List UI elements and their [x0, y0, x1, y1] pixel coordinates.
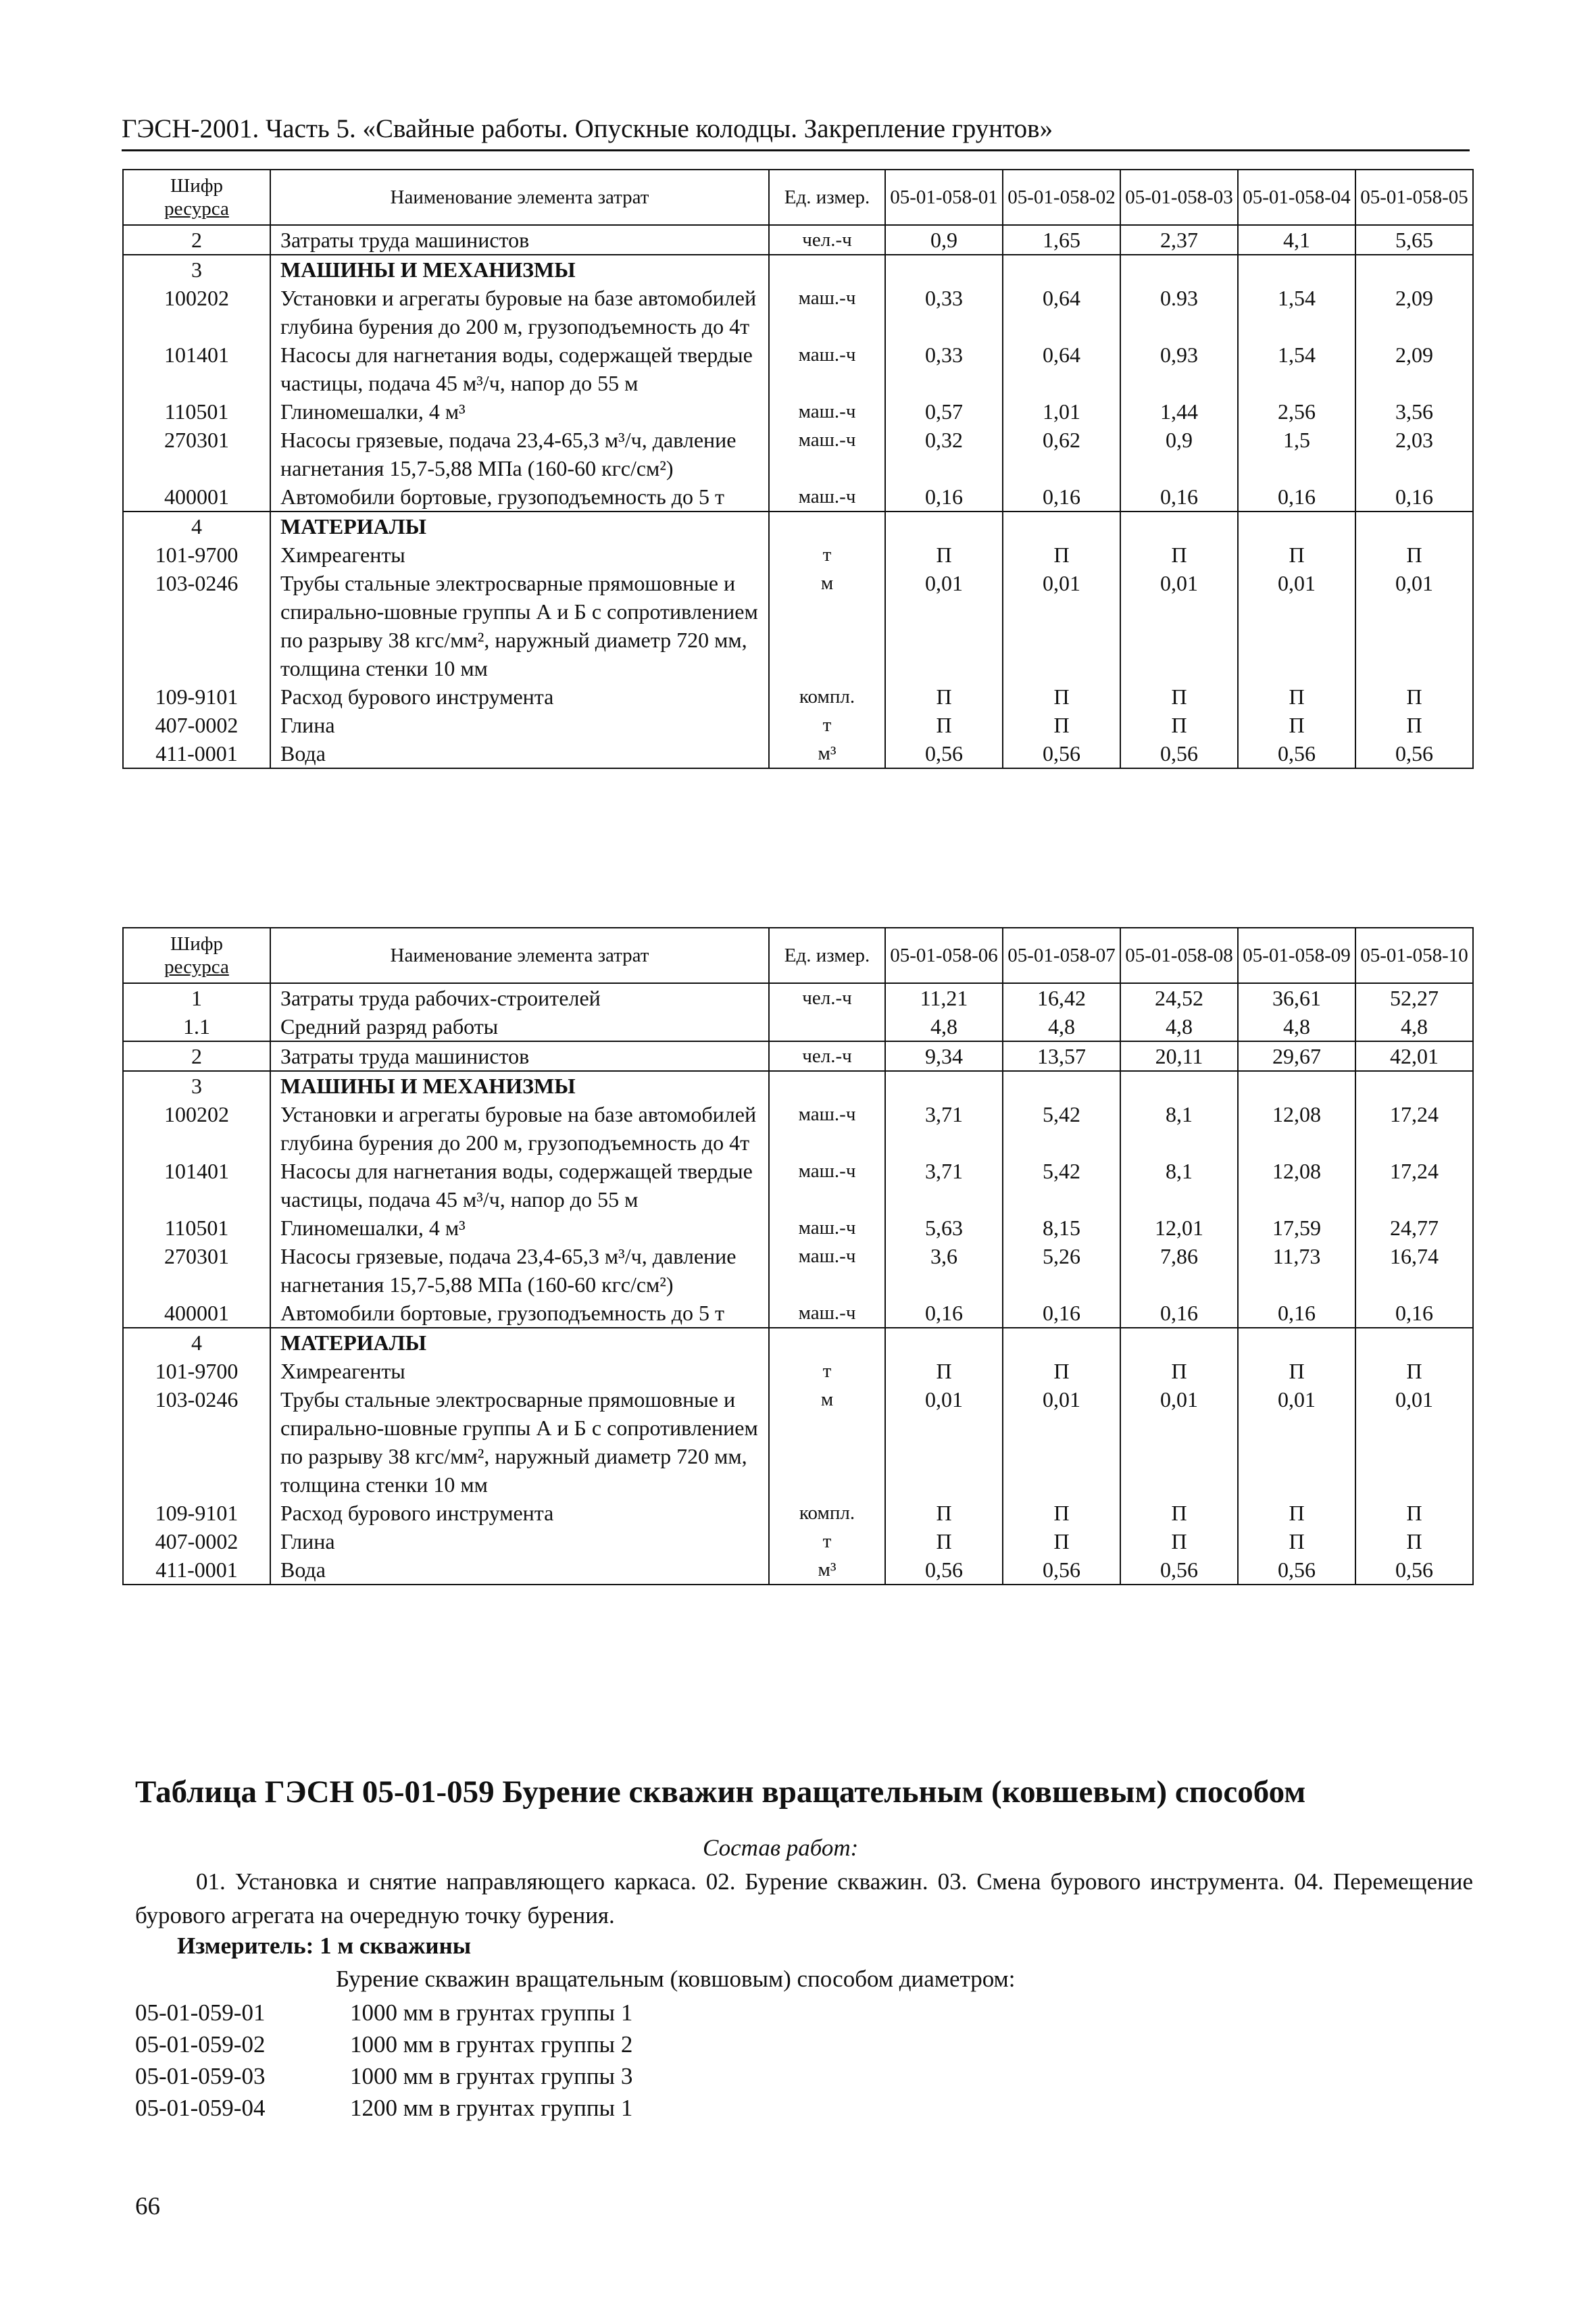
resource-name: Затраты труда машинистов — [270, 225, 769, 255]
unit-cell: маш.-ч — [769, 1157, 885, 1214]
unit-cell — [769, 255, 885, 284]
value-cell: П — [1238, 682, 1355, 711]
value-cell — [885, 512, 1003, 541]
value-cell: 0,56 — [1003, 739, 1120, 768]
measurement-unit: Измеритель: 1 м скважины — [177, 1933, 472, 1959]
value-cell — [1238, 1071, 1355, 1100]
value-cell — [1120, 512, 1238, 541]
value-cell: 0,01 — [1120, 1385, 1238, 1499]
unit-cell: маш.-ч — [769, 1299, 885, 1328]
resource-code: 400001 — [123, 482, 270, 512]
value-cell: 29,67 — [1238, 1041, 1355, 1071]
resource-code: 3 — [123, 1071, 270, 1100]
table-row — [123, 1157, 1473, 1214]
resource-name: Вода — [270, 739, 769, 768]
code-column-header: Шифр ресурса — [123, 170, 270, 225]
norm-column-header: 05-01-058-05 — [1355, 170, 1473, 225]
unit-cell: чел.-ч — [769, 983, 885, 1012]
unit-cell: т — [769, 1527, 885, 1555]
value-cell: 3,71 — [885, 1100, 1003, 1157]
table-row — [123, 284, 1473, 341]
value-cell: 0,33 — [885, 341, 1003, 397]
value-cell: П — [885, 541, 1003, 569]
list-item — [135, 1997, 632, 2028]
value-cell: 17,24 — [1355, 1157, 1473, 1214]
value-cell: 11,21 — [885, 983, 1003, 1012]
value-cell: 5,42 — [1003, 1157, 1120, 1214]
norm-column-header: 05-01-058-09 — [1238, 928, 1355, 983]
table-row — [123, 341, 1473, 397]
variant-text: 1000 мм в грунтах группы 2 — [350, 2031, 633, 2058]
value-cell: 0,56 — [885, 1555, 1003, 1585]
resource-code: 270301 — [123, 1242, 270, 1299]
value-cell — [1355, 1071, 1473, 1100]
resource-code: 103-0246 — [123, 1385, 270, 1499]
value-cell: 0,16 — [1238, 1299, 1355, 1328]
unit-cell: маш.-ч — [769, 1214, 885, 1242]
value-cell: 0,01 — [1238, 569, 1355, 682]
table-header-row — [123, 170, 1473, 225]
table-row — [123, 397, 1473, 426]
value-cell: 0,56 — [885, 739, 1003, 768]
value-cell: П — [1120, 711, 1238, 739]
value-cell: 0,01 — [885, 1385, 1003, 1499]
variant-code: 05-01-059-01 — [135, 1999, 266, 2026]
value-cell: 5,63 — [885, 1214, 1003, 1242]
resource-code: 270301 — [123, 426, 270, 482]
value-cell: 0,16 — [1355, 482, 1473, 512]
value-cell: 24,52 — [1120, 983, 1238, 1012]
value-cell: 16,42 — [1003, 983, 1120, 1012]
norm-column-header: 05-01-058-04 — [1238, 170, 1355, 225]
value-cell: 0,56 — [1238, 1555, 1355, 1585]
resource-name: Вода — [270, 1555, 769, 1585]
value-cell: 12,08 — [1238, 1157, 1355, 1214]
table-row — [123, 1214, 1473, 1242]
value-cell — [1003, 512, 1120, 541]
value-cell: 0,56 — [1003, 1555, 1120, 1585]
variant-list — [135, 1997, 632, 2124]
table-row — [123, 1527, 1473, 1555]
value-cell — [1238, 1328, 1355, 1357]
value-cell: 3,6 — [885, 1242, 1003, 1299]
value-cell: 2,56 — [1238, 397, 1355, 426]
table-row — [123, 983, 1473, 1012]
resource-code: 103-0246 — [123, 569, 270, 682]
resource-name: Средний разряд работы — [270, 1012, 769, 1041]
resource-code: 407-0002 — [123, 711, 270, 739]
unit-cell: маш.-ч — [769, 1242, 885, 1299]
value-cell: П — [1003, 1357, 1120, 1385]
value-cell: 13,57 — [1003, 1041, 1120, 1071]
value-cell: П — [1355, 541, 1473, 569]
unit-cell — [769, 1012, 885, 1041]
unit-cell: т — [769, 1357, 885, 1385]
resource-name: Расход бурового инструмента — [270, 682, 769, 711]
resource-name: МАШИНЫ И МЕХАНИЗМЫ — [270, 1071, 769, 1100]
value-cell: П — [1120, 1357, 1238, 1385]
value-cell: 0,16 — [885, 482, 1003, 512]
table-row — [123, 569, 1473, 682]
table-row — [123, 1071, 1473, 1100]
table-row — [123, 255, 1473, 284]
resource-code: 1.1 — [123, 1012, 270, 1041]
table-row — [123, 1041, 1473, 1071]
norm-column-header: 05-01-058-07 — [1003, 928, 1120, 983]
resource-code: 109-9101 — [123, 682, 270, 711]
value-cell: П — [885, 711, 1003, 739]
value-cell: П — [1120, 1499, 1238, 1527]
value-cell: 52,27 — [1355, 983, 1473, 1012]
value-cell: П — [1120, 1527, 1238, 1555]
unit-cell — [769, 512, 885, 541]
value-cell: 0,01 — [1120, 569, 1238, 682]
value-cell: П — [885, 1499, 1003, 1527]
unit-cell: чел.-ч — [769, 225, 885, 255]
norm-column-header: 05-01-058-10 — [1355, 928, 1473, 983]
value-cell: 42,01 — [1355, 1041, 1473, 1071]
variant-text: 1000 мм в грунтах группы 1 — [350, 1999, 633, 2026]
value-cell: П — [1120, 541, 1238, 569]
value-cell: П — [1238, 1527, 1355, 1555]
table-row — [123, 1299, 1473, 1328]
norm-column-header: 05-01-058-06 — [885, 928, 1003, 983]
value-cell: 17,59 — [1238, 1214, 1355, 1242]
value-cell: 0,32 — [885, 426, 1003, 482]
norm-column-header: 05-01-058-01 — [885, 170, 1003, 225]
unit-cell: м³ — [769, 1555, 885, 1585]
resource-name: Автомобили бортовые, грузоподъемность до 5 т — [270, 482, 769, 512]
value-cell: 0,16 — [1238, 482, 1355, 512]
value-cell: 5,26 — [1003, 1242, 1120, 1299]
unit-cell: м — [769, 569, 885, 682]
variants-heading: Бурение скважин вращательным (ковшовым) способом диаметром: — [336, 1966, 1016, 1992]
resource-name: Автомобили бортовые, грузоподъемность до 5 т — [270, 1299, 769, 1328]
value-cell: П — [885, 1527, 1003, 1555]
value-cell: 0,33 — [885, 284, 1003, 341]
variant-text: 1200 мм в грунтах группы 1 — [350, 2095, 633, 2121]
value-cell: 0,9 — [885, 225, 1003, 255]
resource-code: 4 — [123, 512, 270, 541]
resource-name: Химреагенты — [270, 1357, 769, 1385]
value-cell: П — [1238, 711, 1355, 739]
value-cell: 1,65 — [1003, 225, 1120, 255]
value-cell — [1355, 1328, 1473, 1357]
list-item — [135, 2092, 632, 2124]
resource-name: МАТЕРИАЛЫ — [270, 1328, 769, 1357]
value-cell — [1120, 255, 1238, 284]
value-cell: 1,44 — [1120, 397, 1238, 426]
value-cell: П — [1238, 541, 1355, 569]
value-cell: 8,1 — [1120, 1157, 1238, 1214]
table-row — [123, 1242, 1473, 1299]
resource-code: 407-0002 — [123, 1527, 270, 1555]
value-cell: 0,16 — [1120, 1299, 1238, 1328]
unit-cell: маш.-ч — [769, 1100, 885, 1157]
value-cell: 3,56 — [1355, 397, 1473, 426]
unit-cell: маш.-ч — [769, 426, 885, 482]
value-cell: 17,24 — [1355, 1100, 1473, 1157]
value-cell: П — [1355, 1499, 1473, 1527]
value-cell: 2,03 — [1355, 426, 1473, 482]
value-cell: П — [1355, 1527, 1473, 1555]
resource-code: 101-9700 — [123, 541, 270, 569]
unit-cell: маш.-ч — [769, 397, 885, 426]
resource-code: 2 — [123, 225, 270, 255]
unit-cell: маш.-ч — [769, 482, 885, 512]
value-cell: 16,74 — [1355, 1242, 1473, 1299]
value-cell: П — [1003, 682, 1120, 711]
value-cell: 1,01 — [1003, 397, 1120, 426]
table-row — [123, 1499, 1473, 1527]
value-cell: П — [1355, 711, 1473, 739]
resource-code: 101401 — [123, 341, 270, 397]
unit-cell — [769, 1328, 885, 1357]
list-item — [135, 2060, 632, 2092]
value-cell: 0,16 — [1355, 1299, 1473, 1328]
resource-name: Трубы стальные электросварные прямошовные и спирально-шовные группы А и Б с сопротивлением по разрыву 38 кгс/мм², наружный диаметр 720 мм, толщина стенки 10 мм — [270, 569, 769, 682]
value-cell: 20,11 — [1120, 1041, 1238, 1071]
table-row — [123, 1357, 1473, 1385]
unit-cell: маш.-ч — [769, 284, 885, 341]
unit-column-header: Ед. измер. — [769, 928, 885, 983]
value-cell: 4,8 — [885, 1012, 1003, 1041]
resource-name: Насосы грязевые, подача 23,4-65,3 м³/ч, давление нагнетания 15,7-5,88 МПа (160-60 кгс/см²) — [270, 426, 769, 482]
value-cell: 1,54 — [1238, 284, 1355, 341]
resource-code: 100202 — [123, 1100, 270, 1157]
unit-cell: маш.-ч — [769, 341, 885, 397]
value-cell: П — [1003, 541, 1120, 569]
value-cell: 0.93 — [1120, 284, 1238, 341]
table-body — [123, 225, 1473, 768]
value-cell: 4,8 — [1120, 1012, 1238, 1041]
value-cell: П — [1238, 1499, 1355, 1527]
value-cell: 2,37 — [1120, 225, 1238, 255]
value-cell: 2,09 — [1355, 284, 1473, 341]
resource-code: 1 — [123, 983, 270, 1012]
value-cell: 0,01 — [885, 569, 1003, 682]
unit-cell: м — [769, 1385, 885, 1499]
value-cell — [885, 1071, 1003, 1100]
list-item — [135, 2028, 632, 2060]
resource-name: Насосы для нагнетания воды, содержащей твердые частицы, подача 45 м³/ч, напор до 55 м — [270, 341, 769, 397]
resource-name: МАШИНЫ И МЕХАНИЗМЫ — [270, 255, 769, 284]
unit-cell: м³ — [769, 739, 885, 768]
value-cell: 0,64 — [1003, 284, 1120, 341]
resource-name: Затраты труда рабочих-строителей — [270, 983, 769, 1012]
page-header: ГЭСН-2001. Часть 5. «Свайные работы. Опускные колодцы. Закрепление грунтов» — [122, 114, 1470, 151]
name-column-header: Наименование элемента затрат — [270, 170, 769, 225]
norm-column-header: 05-01-058-08 — [1120, 928, 1238, 983]
resource-code: 400001 — [123, 1299, 270, 1328]
table-row — [123, 1385, 1473, 1499]
value-cell: 4,1 — [1238, 225, 1355, 255]
value-cell: 2,09 — [1355, 341, 1473, 397]
value-cell: 5,42 — [1003, 1100, 1120, 1157]
resource-code: 101-9700 — [123, 1357, 270, 1385]
table-body — [123, 983, 1473, 1585]
value-cell: П — [1003, 1527, 1120, 1555]
value-cell: 24,77 — [1355, 1214, 1473, 1242]
resource-code: 4 — [123, 1328, 270, 1357]
value-cell: 1,54 — [1238, 341, 1355, 397]
value-cell: 7,86 — [1120, 1242, 1238, 1299]
value-cell: П — [885, 682, 1003, 711]
value-cell: 3,71 — [885, 1157, 1003, 1214]
value-cell: 4,8 — [1355, 1012, 1473, 1041]
value-cell: 0,01 — [1238, 1385, 1355, 1499]
value-cell: П — [1003, 711, 1120, 739]
resource-table-1 — [122, 169, 1474, 769]
value-cell: 0,01 — [1355, 1385, 1473, 1499]
resource-code: 411-0001 — [123, 739, 270, 768]
table-row — [123, 682, 1473, 711]
value-cell: 0,9 — [1120, 426, 1238, 482]
composition-heading: Состав работ: — [703, 1835, 859, 1861]
table-header-row — [123, 928, 1473, 983]
value-cell: 0,56 — [1120, 739, 1238, 768]
table-row — [123, 739, 1473, 768]
value-cell: П — [1003, 1499, 1120, 1527]
value-cell: П — [1120, 682, 1238, 711]
page-number: 66 — [135, 2193, 160, 2220]
value-cell — [1003, 1328, 1120, 1357]
value-cell: 36,61 — [1238, 983, 1355, 1012]
value-cell: 8,1 — [1120, 1100, 1238, 1157]
table-row — [123, 1100, 1473, 1157]
value-cell: 8,15 — [1003, 1214, 1120, 1242]
value-cell: 0,56 — [1355, 1555, 1473, 1585]
value-cell: 0,64 — [1003, 341, 1120, 397]
value-cell: 0,16 — [1120, 482, 1238, 512]
value-cell: 0,16 — [1003, 1299, 1120, 1328]
value-cell: 9,34 — [885, 1041, 1003, 1071]
table-row — [123, 426, 1473, 482]
resource-name: Химреагенты — [270, 541, 769, 569]
resource-name: Установки и агрегаты буровые на базе автомобилей глубина бурения до 200 м, грузоподъемность до 4т — [270, 284, 769, 341]
resource-code: 110501 — [123, 1214, 270, 1242]
value-cell — [885, 255, 1003, 284]
resource-name: Насосы грязевые, подача 23,4-65,3 м³/ч, давление нагнетания 15,7-5,88 МПа (160-60 кгс/см²) — [270, 1242, 769, 1299]
resource-name: МАТЕРИАЛЫ — [270, 512, 769, 541]
resource-code: 100202 — [123, 284, 270, 341]
unit-cell: т — [769, 541, 885, 569]
resource-code: 110501 — [123, 397, 270, 426]
value-cell: 12,08 — [1238, 1100, 1355, 1157]
resource-table-2 — [122, 927, 1474, 1585]
value-cell — [1003, 255, 1120, 284]
resource-code: 411-0001 — [123, 1555, 270, 1585]
name-column-header: Наименование элемента затрат — [270, 928, 769, 983]
table-row — [123, 225, 1473, 255]
value-cell: 5,65 — [1355, 225, 1473, 255]
value-cell: 12,01 — [1120, 1214, 1238, 1242]
variant-code: 05-01-059-04 — [135, 2095, 266, 2121]
unit-cell: чел.-ч — [769, 1041, 885, 1071]
table-row — [123, 1555, 1473, 1585]
value-cell: 0,57 — [885, 397, 1003, 426]
value-cell: 0,56 — [1355, 739, 1473, 768]
unit-cell — [769, 1071, 885, 1100]
table-row — [123, 1012, 1473, 1041]
table-row — [123, 1328, 1473, 1357]
value-cell: 0,62 — [1003, 426, 1120, 482]
value-cell — [1003, 1071, 1120, 1100]
variant-code: 05-01-059-02 — [135, 2031, 266, 2058]
value-cell: П — [1238, 1357, 1355, 1385]
value-cell: 0,93 — [1120, 341, 1238, 397]
resource-code: 3 — [123, 255, 270, 284]
value-cell: 4,8 — [1238, 1012, 1355, 1041]
resource-name: Глина — [270, 711, 769, 739]
value-cell: 0,01 — [1003, 569, 1120, 682]
unit-cell: компл. — [769, 1499, 885, 1527]
value-cell: 0,56 — [1120, 1555, 1238, 1585]
value-cell — [1355, 255, 1473, 284]
resource-code: 101401 — [123, 1157, 270, 1214]
value-cell: 0,16 — [1003, 482, 1120, 512]
value-cell — [1238, 512, 1355, 541]
table-row — [123, 711, 1473, 739]
variant-text: 1000 мм в грунтах группы 3 — [350, 2063, 633, 2089]
resource-name: Расход бурового инструмента — [270, 1499, 769, 1527]
resource-code: 2 — [123, 1041, 270, 1071]
unit-column-header: Ед. измер. — [769, 170, 885, 225]
value-cell — [1120, 1071, 1238, 1100]
table-row — [123, 482, 1473, 512]
unit-cell: т — [769, 711, 885, 739]
value-cell — [1120, 1328, 1238, 1357]
resource-code: 109-9101 — [123, 1499, 270, 1527]
value-cell: 0,01 — [1355, 569, 1473, 682]
code-column-header: Шифр ресурса — [123, 928, 270, 983]
resource-name: Глина — [270, 1527, 769, 1555]
value-cell: П — [885, 1357, 1003, 1385]
value-cell — [1238, 255, 1355, 284]
unit-cell: компл. — [769, 682, 885, 711]
value-cell: 4,8 — [1003, 1012, 1120, 1041]
resource-name: Насосы для нагнетания воды, содержащей твердые частицы, подача 45 м³/ч, напор до 55 м — [270, 1157, 769, 1214]
table-row — [123, 512, 1473, 541]
table-row — [123, 541, 1473, 569]
value-cell: 0,16 — [885, 1299, 1003, 1328]
resource-name: Установки и агрегаты буровые на базе автомобилей глубина бурения до 200 м, грузоподъемность до 4т — [270, 1100, 769, 1157]
value-cell — [1355, 512, 1473, 541]
value-cell: П — [1355, 682, 1473, 711]
table-title: Таблица ГЭСН 05-01-059 Бурение скважин вращательным (ковшевым) способом — [135, 1774, 1306, 1810]
resource-name: Глиномешалки, 4 м³ — [270, 397, 769, 426]
resource-name: Трубы стальные электросварные прямошовные и спирально-шовные группы А и Б с сопротивлением по разрыву 38 кгс/мм², наружный диаметр 720 мм, толщина стенки 10 мм — [270, 1385, 769, 1499]
norm-column-header: 05-01-058-03 — [1120, 170, 1238, 225]
value-cell: 11,73 — [1238, 1242, 1355, 1299]
value-cell — [885, 1328, 1003, 1357]
resource-name: Глиномешалки, 4 м³ — [270, 1214, 769, 1242]
value-cell: П — [1355, 1357, 1473, 1385]
variant-code: 05-01-059-03 — [135, 2063, 266, 2089]
value-cell: 0,56 — [1238, 739, 1355, 768]
resource-name: Затраты труда машинистов — [270, 1041, 769, 1071]
value-cell: 1,5 — [1238, 426, 1355, 482]
norm-column-header: 05-01-058-02 — [1003, 170, 1120, 225]
value-cell: 0,01 — [1003, 1385, 1120, 1499]
work-composition: 01. Установка и снятие направляющего каркаса. 02. Бурение скважин. 03. Смена бурового инструмента. 04. Перемещение бурового агрегата на очередную точку бурения. — [135, 1868, 1473, 1928]
